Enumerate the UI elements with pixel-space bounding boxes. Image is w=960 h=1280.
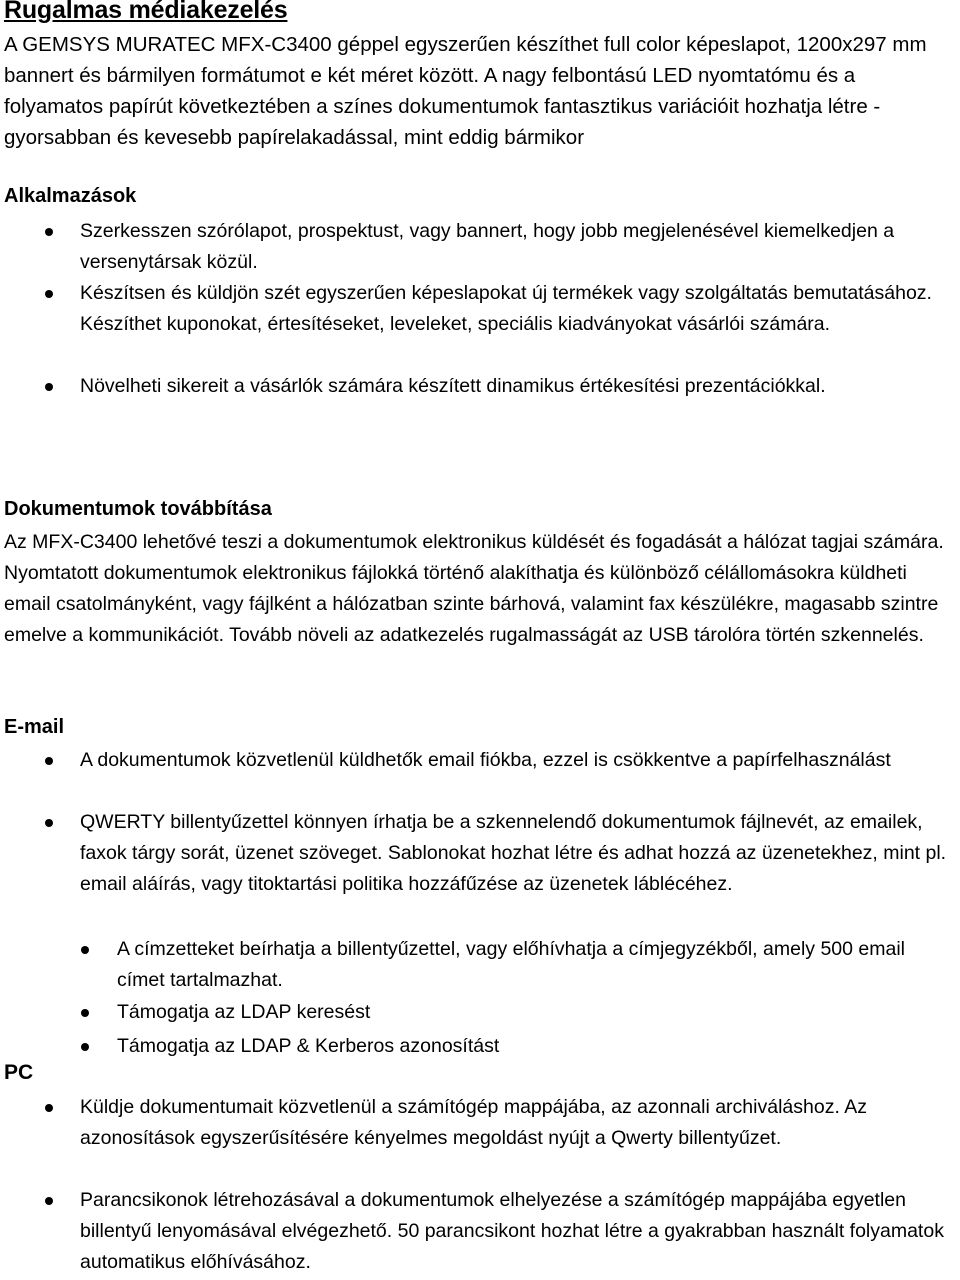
list-item (117, 934, 956, 997)
list-item-text: Készítsen és küldjön szét egyszerűen képeslapokat új termékek vagy szolgáltatás bemutatásához. Készíthet kuponokat, értesítéseket, leveleket, speciális kiadványokat vásárlói számára. (80, 282, 932, 335)
email-heading: E-mail (4, 716, 65, 738)
page-title: Rugalmas médiakezelés (4, 0, 288, 24)
list-item-text: Szerkesszen szórólapot, prospektust, vagy bannert, hogy jobb megjelenésével kiemelkedjen a versenytársak közül. (80, 220, 895, 273)
list-item-text: Támogatja az LDAP keresést (117, 1001, 371, 1023)
list-item (80, 1092, 956, 1185)
list-item (80, 278, 956, 371)
bullet-icon (45, 1104, 53, 1112)
list-item-text: Parancsikonok létrehozásával a dokumentumok elhelyezése a számítógép mappájába egyetlen billentyű lenyomásával elvégezhető. 50 parancsikont hozhat létre a gyakrabban használt folyamatok automatikus előhívásához. (80, 1189, 944, 1273)
bullet-icon (45, 228, 53, 236)
list-item (80, 745, 956, 807)
list-item-text: Növelheti sikereit a vásárlók számára készített dinamikus értékesítési prezentációkkal. (80, 375, 826, 397)
bullet-icon (45, 819, 53, 827)
applications-list (80, 216, 956, 402)
list-item-text: QWERTY billentyűzettel könnyen írhatja be a szkennelendő dokumentumok fájlnevét, az emailek, faxok tárgy sorát, üzenet szöveget. Sablonokat hozhat létre és adhat hozzá az üzenetekhez, mint pl. email aláírás, vagy titoktartási politika hozzáfűzése az üzenetek láblécéhez. (80, 811, 947, 895)
forwarding-heading: Dokumentumok továbbítása (4, 498, 272, 520)
bullet-icon (45, 290, 53, 298)
email-sublist (117, 934, 956, 1062)
list-item-text: Küldje dokumentumait közvetlenül a számítógép mappájába, az azonnali archiváláshoz. Az azonosítások egyszerűsítésére kényelmes megoldást nyújt a Qwerty billentyűzet. (80, 1096, 867, 1149)
bullet-icon (81, 1043, 89, 1051)
list-item (80, 371, 956, 402)
list-item-text: A címzetteket beírhatja a billentyűzettel, vagy előhívhatja a címjegyzékből, amely 500 email címet tartalmazhat. (117, 938, 905, 991)
pc-heading: PC (4, 1061, 34, 1084)
intro-paragraph: A GEMSYS MURATEC MFX-C3400 géppel egyszerűen készíthet full color képeslapot, 1200x297 mm bannert és bármilyen formátumot e két méret között. A nagy felbontású LED nyomtatómu és a folyamatos papírút következtében a színes dokumentumok fantasztikus variációit hozhatja létre - gyorsabban és kevesebb papírelakadással, mint eddig bármikor (4, 33, 927, 149)
list-item (80, 216, 956, 278)
list-item-text: Támogatja az LDAP & Kerberos azonosítást (117, 1035, 500, 1057)
list-item (117, 997, 956, 1031)
pc-list (80, 1092, 956, 1278)
list-item (80, 807, 956, 900)
list-item (80, 1185, 956, 1278)
bullet-icon (45, 1197, 53, 1205)
bullet-icon (45, 757, 53, 765)
forwarding-paragraph: Az MFX-C3400 lehetővé teszi a dokumentumok elektronikus küldését és fogadását a hálózat tagjai számára. Nyomtatott dokumentumok elektronikus fájlokká történő alakíthatja és különböző célállomásokra küldheti email csatolmányként, vagy fájlként a hálózatban szinte bárhová, valamint fax készülékre, magasabb szintre emelve a kommunikációt. Tovább növeli az adatkezelés rugalmasságát az USB tárolóra történ szkennelés. (4, 531, 944, 646)
bullet-icon (45, 383, 53, 391)
applications-heading: Alkalmazások (4, 185, 137, 207)
bullet-icon (81, 946, 89, 954)
email-list (80, 745, 956, 900)
bullet-icon (81, 1009, 89, 1017)
list-item (117, 1031, 956, 1062)
list-item-text: A dokumentumok közvetlenül küldhetők email fiókba, ezzel is csökkentve a papírfelhasználást (80, 749, 891, 771)
